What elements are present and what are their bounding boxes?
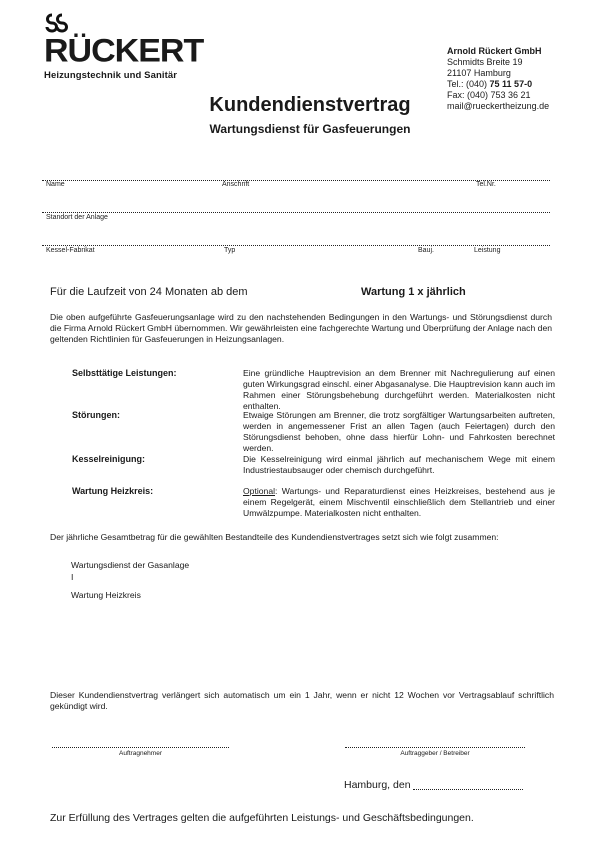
intro-paragraph: Die oben aufgeführte Gasfeuerungsanlage wird zu den nachstehenden Bedingungen in den Wartungs- und Störungsdienst durch die Firma Arnold Rückert GmbH übernommen. Wir gewährleisten eine fachgerechte Wartung und Überprüfung der Anlage nach den geltenden Richtlinien für Gasfeuerungen in Heizungsanlagen. bbox=[50, 312, 552, 344]
customer-line bbox=[42, 180, 550, 181]
label-kessel: Kessel-Fabrikat bbox=[46, 247, 95, 254]
renewal-clause: Dieser Kundendienstvertrag verlängert sich automatisch um ein 1 Jahr, wenn er nicht 12 Wochen vor Vertragsablauf schriftlich gekündigt wird. bbox=[50, 690, 554, 711]
address-fax: Fax: (040) 753 36 21 bbox=[447, 90, 531, 100]
footer-note: Zur Erfüllung des Vertrages gelten die aufgeführten Leistungs- und Geschäftsbedingungen. bbox=[50, 812, 474, 824]
signature-line-contractor[interactable] bbox=[52, 747, 229, 748]
term-text-heizkreis bbox=[243, 486, 555, 519]
term-label-selbsttaetig: Selbsttätige Leistungen: bbox=[72, 368, 177, 378]
summary-text: Der jährliche Gesamtbetrag für die gewählten Bestandteile des Kundendienstvertrages setzt sich wie folgt zusammen: bbox=[50, 532, 499, 542]
address-street: Schmidts Breite 19 bbox=[447, 57, 523, 67]
label-telnr: Tel.Nr. bbox=[476, 181, 496, 188]
company-name: Arnold Rückert GmbH bbox=[447, 46, 542, 56]
item-gas-service: Wartungsdienst der Gasanlage bbox=[71, 560, 190, 570]
address-city: 21107 Hamburg bbox=[447, 68, 511, 78]
item-heizkreis: Wartung Heizkreis bbox=[71, 590, 141, 600]
place-date-label: Hamburg, den bbox=[344, 779, 411, 791]
document-subtitle: Wartungsdienst für Gasfeuerungen bbox=[209, 122, 411, 136]
label-standort: Standort der Anlage bbox=[46, 214, 108, 221]
heizkreis-description: : Wartungs- und Reparaturdienst eines Heizkreises, bestehend aus je einem Regelgerät, einem Mischventil einschließlich dem Stellantrieb und einer Umwälzpumpe. Materialkosten nicht enthalten. bbox=[243, 486, 555, 518]
term-label-stoerungen: Störungen: bbox=[72, 410, 120, 420]
term-text-selbsttaetig: Eine gründliche Hauptrevision an dem Brenner mit Nachregulierung auf einen guten Wirkungsgrad einschl. einer Abgasanalyse. Die Hauptrevision kann auch im Rahmen einer Störungsbehebung durchgeführt werden. Materialkosten nicht enthalten. bbox=[243, 368, 555, 411]
phone-number: 75 11 57-0 bbox=[489, 79, 533, 89]
company-tagline: Heizungstechnik und Sanitär bbox=[44, 70, 178, 81]
date-line[interactable] bbox=[413, 789, 523, 790]
signature-line-client[interactable] bbox=[345, 747, 525, 748]
company-logo: RÜCKERT bbox=[44, 33, 204, 70]
label-bauj: Bauj. bbox=[418, 247, 434, 254]
term-duration: Für die Laufzeit von 24 Monaten ab dem bbox=[50, 286, 248, 298]
location-line bbox=[42, 212, 550, 213]
term-text-kesselreinigung: Die Kesselreinigung wird einmal jährlich auf mechanischem Wege mit einem Industriestaubsauger oder chemisch durchgeführt. bbox=[243, 454, 555, 475]
boiler-line bbox=[42, 245, 550, 246]
term-text-stoerungen: Etwaige Störungen am Brenner, die trotz sorgfältiger Wartungsarbeiten auftreten, werden in angemessener Frist an allen Tagen (auch Feiertagen) durch den Störungsdienst behoben, ohne dass hierfür Lohn- und Fahrkosten berechnet werden. bbox=[243, 410, 555, 453]
signature-label-client: Auftraggeber / Betreiber bbox=[400, 750, 470, 757]
signature-label-contractor: Auftragnehmer bbox=[119, 750, 162, 757]
address-phone bbox=[447, 79, 549, 90]
label-leistung: Leistung bbox=[474, 247, 501, 254]
service-frequency: Wartung 1 x jährlich bbox=[361, 286, 466, 298]
term-label-heizkreis: Wartung Heizkreis: bbox=[72, 486, 154, 496]
term-label-kesselreinigung: Kesselreinigung: bbox=[72, 454, 146, 464]
label-anschrift: Anschrift bbox=[222, 181, 250, 188]
item-separator: I bbox=[71, 572, 74, 582]
label-name: Name bbox=[46, 181, 65, 188]
label-typ: Typ bbox=[224, 247, 236, 254]
address-mail: mail@rueckertheizung.de bbox=[447, 101, 550, 111]
document-title: Kundendienstvertrag bbox=[209, 94, 411, 116]
phone-prefix: Tel.: (040) bbox=[447, 79, 490, 89]
optional-marker: Optional bbox=[243, 486, 276, 496]
